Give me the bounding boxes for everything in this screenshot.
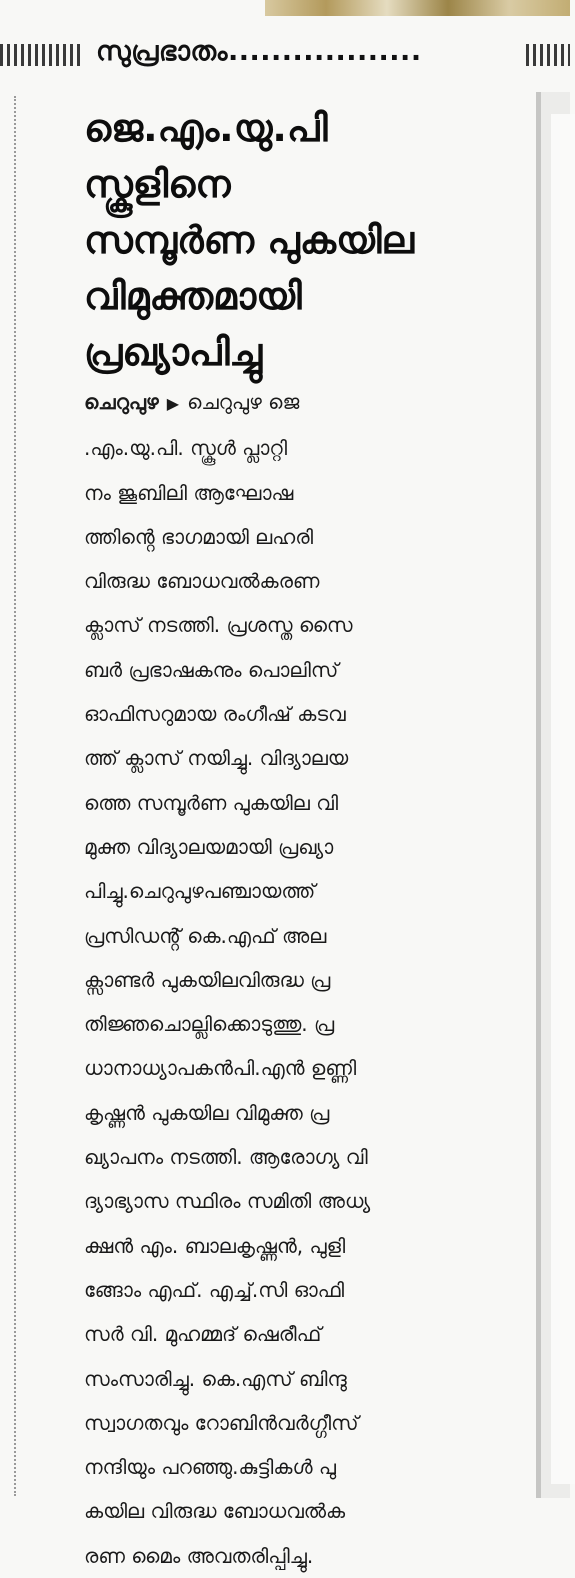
headline-line: സ്കൂളിനെ: [84, 162, 231, 206]
article-line: ദ്യാഭ്യാസ സ്ഥിരം സമിതി അധ്യ: [84, 1189, 371, 1214]
article-line: .എം.യു.പി. സ്കൂൾ പ്ലാറ്റി: [84, 436, 288, 461]
article-line: സ്വാഗതവും റോബിൻവർഗ്ഗീസ്: [84, 1410, 359, 1435]
article-line: ഓഫിസറുമായ രംഗീഷ് കടവ: [84, 702, 346, 727]
article-line: ത്ത് ക്ലാസ് നയിച്ചു. വിദ്യാലയ: [84, 746, 349, 771]
column-divider: [14, 96, 16, 1496]
article-line: രണ മൈം അവതരിപ്പിച്ചു.: [84, 1543, 314, 1568]
article-line: പിച്ചു.ചെറുപുഴപഞ്ചായത്ത്: [84, 879, 316, 904]
article-line: ധാനാധ്യാപകൻപി.എൻ ഉണ്ണി: [84, 1056, 357, 1081]
article-line: ങ്ങോം എഫ്. എച്ച്.സി ഓഫി: [84, 1277, 345, 1302]
article-body: [84, 380, 524, 1578]
article-line: ബർ പ്രഭാഷകനും പൊലിസ്: [84, 657, 339, 682]
article-line: വിരുദ്ധ ബോധവൽകരണ: [84, 569, 320, 594]
article-line: മുക്ത വിദ്യാലയമായി പ്രഖ്യാ: [84, 834, 334, 859]
dateline-arrow-icon: ▶: [166, 394, 180, 413]
article-line: ക്ഷൻ എം. ബാലകൃഷ്ണൻ, പുളി: [84, 1233, 346, 1258]
article-line: ക്സാണ്ടർ പുകയിലവിരുദ്ധ പ്ര: [84, 967, 331, 992]
dateline: ചെറുപുഴ: [84, 390, 159, 414]
headline: [84, 100, 524, 380]
masthead-title: സുപ്രഭാതം..................: [96, 36, 422, 67]
adjacent-column-inner: [551, 114, 575, 1484]
article-line: ത്തിൻ്റെ ഭാഗമായി ലഹരി: [84, 524, 314, 549]
article-line: ഖ്യാപനം നടത്തി. ആരോഗ്യ വി: [84, 1145, 368, 1170]
article-line: പ്രസിഡൻ്റ് കെ.എഫ് അല: [84, 923, 327, 948]
article-line: കയില വിരുദ്ധ ബോധവൽക: [84, 1499, 346, 1524]
article-line: സംസാരിച്ചു. കെ.എസ് ബിന്ദു: [84, 1366, 347, 1391]
article-line: തിജ്ഞചൊല്ലിക്കൊടുത്തു. പ്ര: [84, 1012, 335, 1037]
article-first-line-text: ചെറുപുഴ ജെ: [187, 390, 300, 414]
headline-line: പ്രഖ്യാപിച്ചു: [84, 330, 263, 374]
article-line: കൃഷ്ണൻ പുകയില വിമുക്ത പ്ര: [84, 1100, 330, 1125]
masthead-bars-right: [526, 44, 570, 66]
headline-line: ജെ.എം.യു.പി: [84, 106, 328, 150]
masthead-bars-left: [0, 44, 80, 66]
photo-strip: [265, 0, 570, 16]
article-line: ത്തെ സമ്പൂർണ പുകയില വി: [84, 790, 339, 815]
article-first-line: [84, 380, 524, 426]
article-line: നന്ദിയും പറഞ്ഞു.കുട്ടികൾ പു: [84, 1455, 336, 1480]
headline-line: വിമുക്തമായി: [84, 274, 302, 318]
article-line: സർ വി. മുഹമ്മദ് ഷെരീഫ്: [84, 1322, 322, 1347]
article-line: ക്ലാസ് നടത്തി. പ്രശസ്ത സൈ: [84, 613, 353, 638]
masthead: [0, 30, 570, 86]
article-line: നം ജൂബിലി ആഘോഷ: [84, 480, 294, 505]
headline-line: സമ്പൂർണ പുകയില: [84, 218, 415, 262]
adjacent-column: [536, 92, 570, 1498]
